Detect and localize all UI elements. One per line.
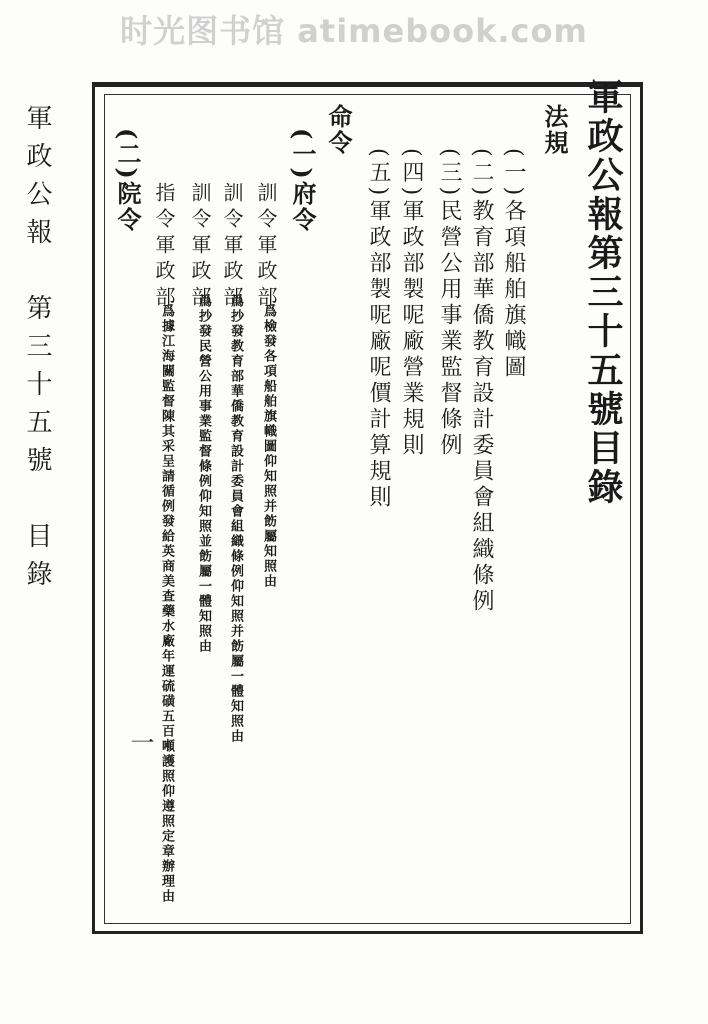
law-item-4: (四)軍政部製呢廠營業規則 <box>399 148 424 460</box>
law-item-3: (三)民營公用事業監督條例 <box>437 148 462 460</box>
order-type-2: 訓令軍政部 <box>220 182 244 312</box>
yuan-ling-heading: (二)院令 <box>113 128 142 233</box>
laws-heading: 法規 <box>540 104 569 156</box>
order-type-1: 訓令軍政部 <box>254 182 278 312</box>
fu-ling-heading: (一)府令 <box>288 128 317 233</box>
watermark: 时光图书馆 atimebook.com <box>120 12 588 50</box>
page-number: 一 <box>126 730 154 754</box>
order-desc-3: 爲抄發民營公用事業監督條例仰知照並飭屬一體知照由 <box>196 294 211 654</box>
order-type-3: 訓令軍政部 <box>188 182 212 312</box>
law-item-5: (五)軍政部製呢廠呢價計算規則 <box>366 148 391 512</box>
order-desc-1: 爲檢發各項船舶旗幟圖仰知照并飭屬知照由 <box>261 304 276 589</box>
order-desc-4: 爲據江海關監督陳其采呈請循例發給英商美查藥水廠年運硫磺五百噸護照仰遵照定章辦理由 <box>159 304 174 904</box>
orders-heading: 命令 <box>324 104 353 156</box>
law-item-2: (二)教育部華僑教育設計委員會組織條例 <box>469 148 494 616</box>
page-title: 軍政公報第三十五號目錄 <box>582 78 624 507</box>
law-item-1: (一)各項船舶旗幟圖 <box>501 148 526 382</box>
order-desc-2: 爲抄發教育部華僑教育設計委員會組織條例仰知照并飭屬一體知照由 <box>228 294 243 744</box>
order-type-4: 指令軍政部 <box>152 182 176 312</box>
side-header: 軍政公報 第三十五號 目錄 <box>22 104 52 598</box>
